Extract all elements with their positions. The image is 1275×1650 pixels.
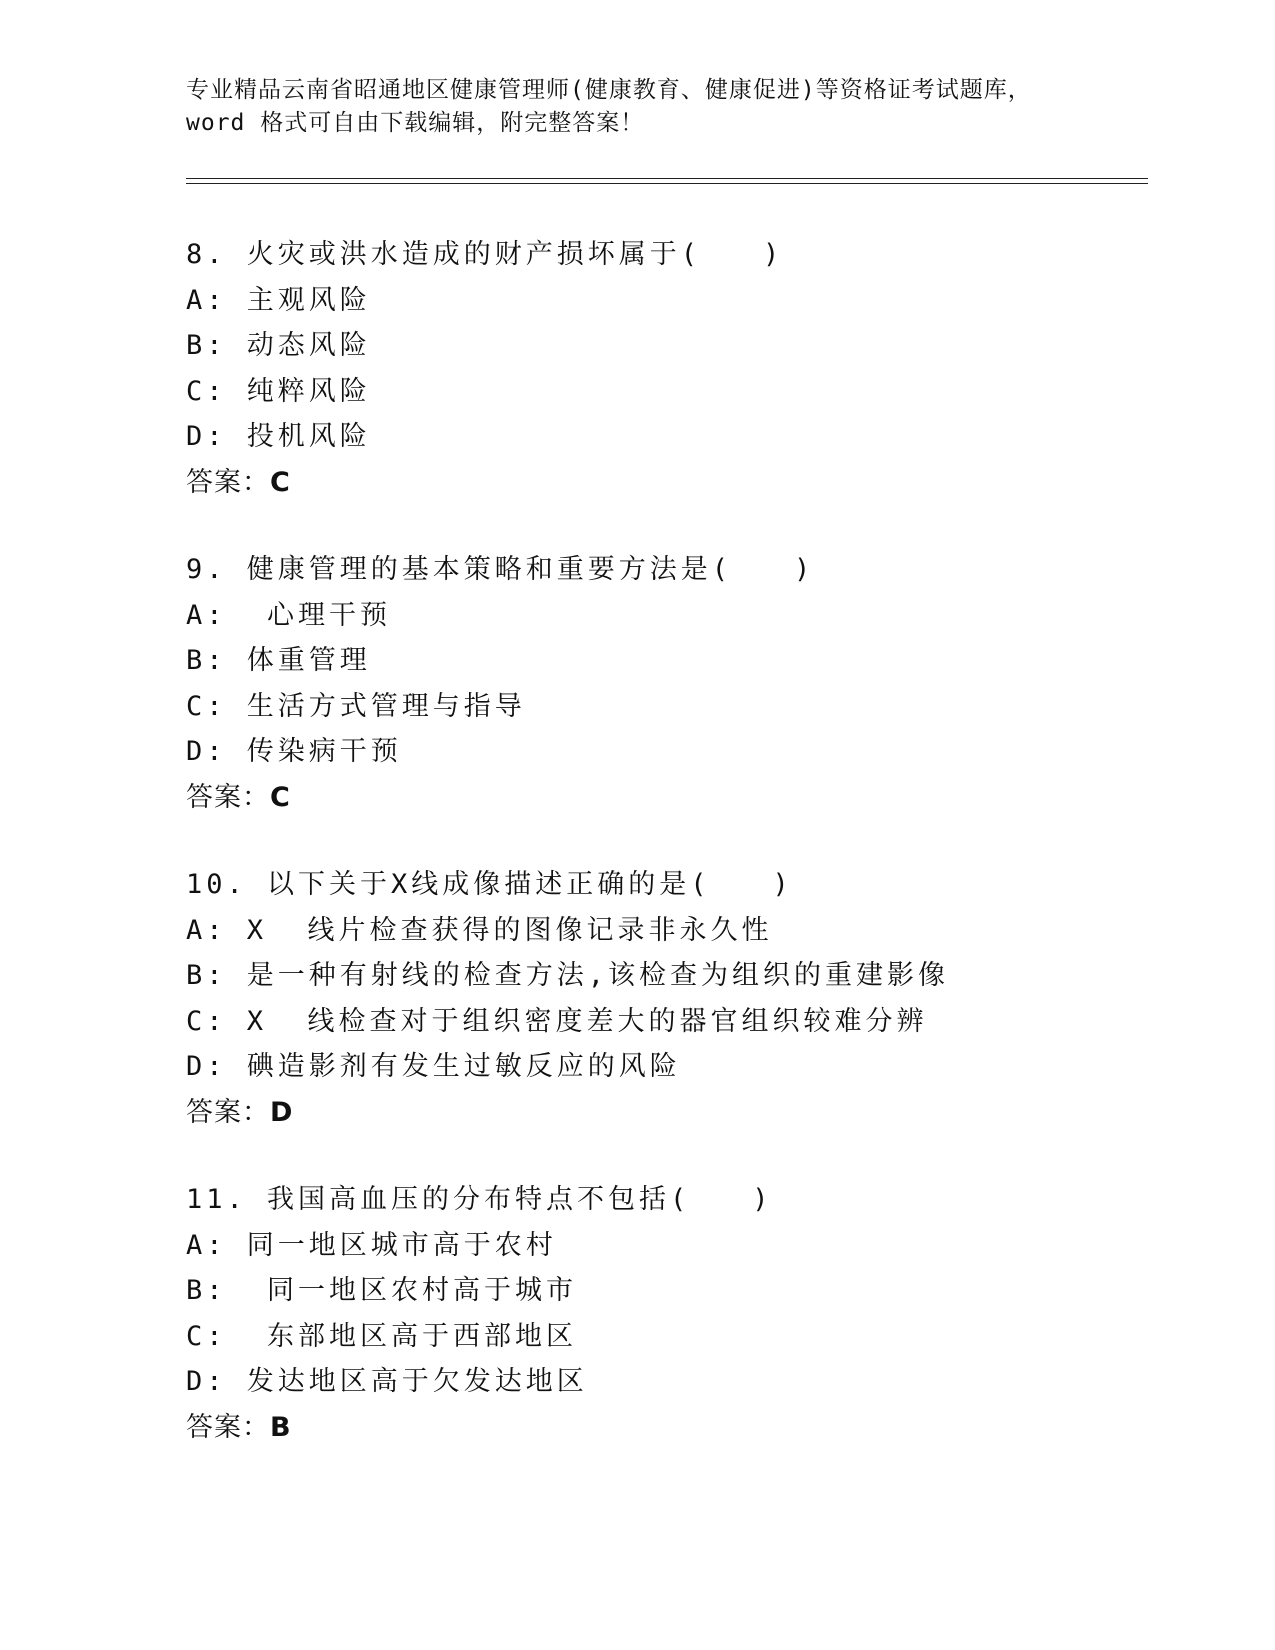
option-c: C: 纯粹风险 — [186, 375, 371, 407]
answer-value: C — [270, 466, 291, 498]
option-a: A: 主观风险 — [186, 284, 371, 316]
option-b: B: 体重管理 — [186, 645, 371, 676]
answer — [186, 775, 1186, 821]
answer-label: 答案： — [186, 1096, 270, 1128]
answer-value: C — [270, 781, 291, 813]
question-8 — [186, 232, 1186, 505]
answer-label: 答案： — [186, 1411, 270, 1443]
question-stem: 10. 以下关于X线成像描述正确的是( ) — [186, 869, 793, 900]
question-11 — [186, 1177, 1186, 1450]
header-line-1: 专业精品云南省昭通地区健康管理师(健康教育、健康促进)等资格证考试题库， — [186, 77, 1032, 103]
option-c: C: 生活方式管理与指导 — [186, 690, 526, 722]
answer — [186, 460, 1186, 506]
answer-label: 答案： — [186, 781, 270, 813]
option-c: C: 东部地区高于西部地区 — [186, 1320, 578, 1352]
option-c: C: X 线检查对于组织密度差大的器官组织较难分辨 — [186, 1005, 928, 1037]
option-a: A: 同一地区城市高于农村 — [186, 1229, 557, 1261]
option-d: D: 碘造影剂有发生过敏反应的风险 — [186, 1051, 681, 1082]
answer — [186, 1405, 1186, 1451]
option-b: B: 动态风险 — [186, 330, 371, 361]
header-divider-bottom — [186, 183, 1148, 184]
answer-value: D — [270, 1096, 294, 1128]
question-9 — [186, 547, 1186, 820]
document-header — [186, 74, 1146, 140]
question-stem: 9. 健康管理的基本策略和重要方法是( ) — [186, 554, 815, 585]
option-a: A: 心理干预 — [186, 599, 392, 631]
option-a: A: X 线片检查获得的图像记录非永久性 — [186, 914, 773, 946]
option-d: D: 传染病干预 — [186, 736, 402, 767]
answer-label: 答案： — [186, 466, 270, 498]
answer — [186, 1090, 1186, 1136]
question-stem: 8. 火灾或洪水造成的财产损坏属于( ) — [186, 239, 784, 270]
option-d: D: 发达地区高于欠发达地区 — [186, 1366, 588, 1397]
question-stem: 11. 我国高血压的分布特点不包括( ) — [186, 1184, 773, 1215]
option-d: D: 投机风险 — [186, 421, 371, 452]
header-divider-top — [186, 178, 1148, 179]
header-line-2: word 格式可自由下载编辑，附完整答案！ — [186, 110, 645, 136]
answer-value: B — [270, 1411, 292, 1443]
question-10 — [186, 862, 1186, 1135]
option-b: B: 是一种有射线的检查方法,该检查为组织的重建影像 — [186, 960, 950, 991]
option-b: B: 同一地区农村高于城市 — [186, 1275, 578, 1306]
